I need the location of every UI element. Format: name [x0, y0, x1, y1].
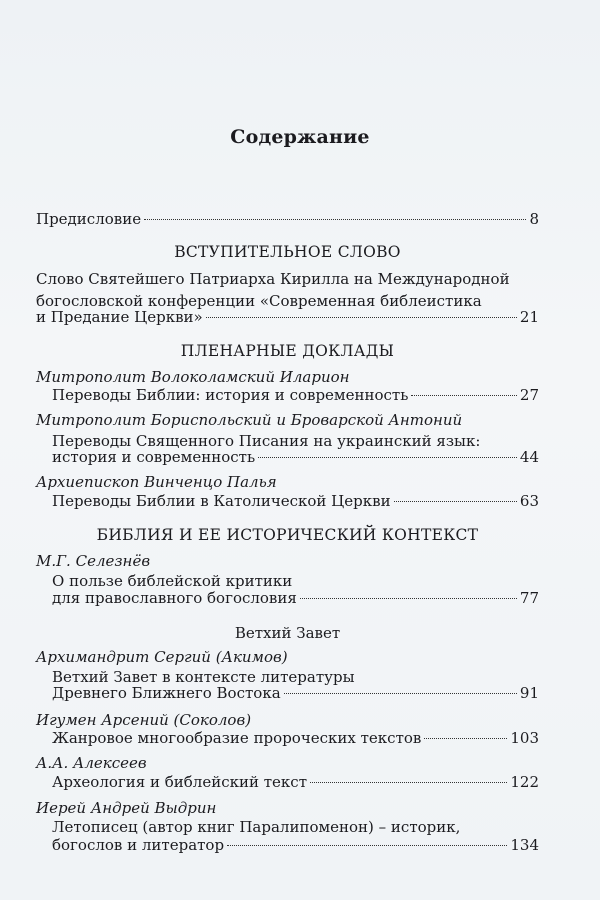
dot-leader: [206, 317, 517, 318]
entry-title-line: О пользе библейской критики: [52, 572, 293, 590]
entry-author: Иерей Андрей Выдрин: [36, 799, 217, 817]
dot-leader: [300, 598, 517, 599]
subsection-heading-old-testament: Ветхий Завет: [234, 624, 341, 642]
entry-title: Жанровое многообразие пророческих текстов: [52, 729, 422, 747]
entry-title: Предисловие: [36, 210, 142, 228]
entry-title-line: Летописец (автор книг Паралипоменон) – историк,: [52, 818, 461, 836]
toc-entry-patriarch[interactable]: [36, 306, 539, 328]
entry-title-line: Ветхий Завет в контексте литературы: [52, 668, 355, 686]
dot-leader: [394, 501, 517, 502]
entry-title: Археология и библейский текст: [52, 773, 307, 791]
entry-title-line: Переводы Священного Писания на украинский язык:: [52, 432, 481, 450]
entry-author: Игумен Арсений (Соколов): [36, 711, 252, 729]
dot-leader: [227, 845, 507, 846]
toc-entry-hilarion[interactable]: [52, 384, 539, 406]
entry-author: А.А. Алексеев: [36, 754, 147, 772]
toc-entry-preface[interactable]: [36, 208, 539, 230]
entry-title: Переводы Библии в Католической Церкви: [52, 492, 391, 510]
page-number: 103: [510, 729, 539, 747]
entry-author: Архимандрит Сергий (Акимов): [36, 648, 288, 666]
entry-title-line: богословской конференции «Современная библеистика: [36, 292, 482, 310]
entry-title: и Предание Церкви»: [36, 308, 203, 326]
section-heading-plenary: ПЛЕНАРНЫЕ ДОКЛАДЫ: [180, 342, 395, 360]
page-number: 8: [529, 210, 539, 228]
dot-leader: [144, 219, 526, 220]
entry-author: Митрополит Волоколамский Иларион: [36, 368, 350, 386]
dot-leader: [310, 782, 507, 783]
dot-leader: [284, 693, 517, 694]
dot-leader: [258, 457, 517, 458]
toc-entry-sergiy[interactable]: [52, 682, 539, 704]
entry-title: Переводы Библии: история и современность: [52, 386, 409, 404]
toc-entry-vydrin[interactable]: [52, 834, 539, 856]
toc-entry-arseniy[interactable]: [52, 727, 539, 749]
page-number: 77: [519, 589, 539, 607]
entry-title: история и современность: [52, 448, 256, 466]
section-heading-intro: ВСТУПИТЕЛЬНОЕ СЛОВО: [174, 243, 401, 261]
page-number: 44: [519, 448, 539, 466]
page-number: 21: [519, 308, 539, 326]
section-heading-historical: БИБЛИЯ И ЕЕ ИСТОРИЧЕСКИЙ КОНТЕКСТ: [96, 526, 479, 544]
entry-author: М.Г. Селезнёв: [36, 552, 151, 570]
toc-entry-paglia[interactable]: [52, 490, 539, 512]
toc-entry-antony[interactable]: [52, 446, 539, 468]
entry-title-line: Слово Святейшего Патриарха Кирилла на Международной: [36, 270, 510, 288]
page-number: 91: [519, 684, 539, 702]
entry-title: Древнего Ближнего Востока: [52, 684, 281, 702]
page-title: Содержание: [230, 126, 370, 148]
page-number: 134: [510, 836, 539, 854]
entry-author: Митрополит Бориспольский и Броварской Антоний: [36, 411, 463, 429]
page-number: 27: [519, 386, 539, 404]
dot-leader: [411, 395, 517, 396]
entry-title: для православного богословия: [52, 589, 297, 607]
toc-entry-alekseev[interactable]: [52, 771, 539, 793]
toc-entry-seleznev[interactable]: [52, 587, 539, 609]
entry-author: Архиепископ Винченцо Палья: [36, 473, 277, 491]
dot-leader: [424, 738, 507, 739]
page-number: 122: [510, 773, 539, 791]
page-number: 63: [519, 492, 539, 510]
entry-title: богослов и литератор: [52, 836, 225, 854]
